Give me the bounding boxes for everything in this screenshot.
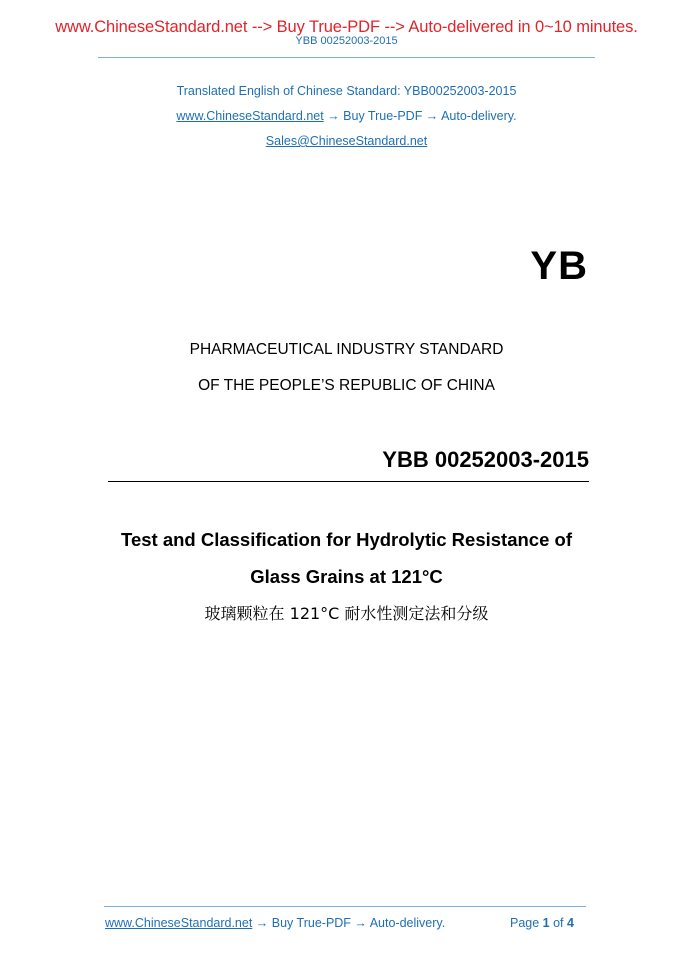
header-standard-code: YBB 00252003-2015: [295, 35, 398, 47]
page-total: 4: [567, 916, 574, 930]
page-label: Page: [510, 916, 543, 930]
of-label: of: [549, 916, 567, 930]
document-title-line-2: Glass Grains at 121°C: [250, 566, 443, 587]
standard-category-mark: YB: [530, 244, 588, 288]
top-banner[interactable]: www.ChineseStandard.net --> Buy True-PDF --> Auto-delivered in 0~10 minutes.: [55, 18, 638, 36]
document-title-chinese: 玻璃颗粒在 121°C 耐水性测定法和分级: [204, 604, 489, 623]
translated-notice: Translated English of Chinese Standard: YBB00252003-2015: [176, 84, 517, 98]
sales-email-link[interactable]: Sales@ChineseStandard.net: [265, 134, 428, 148]
industry-standard-line-2: OF THE PEOPLE’S REPUBLIC OF CHINA: [198, 377, 495, 394]
footer-site-link[interactable]: www.ChineseStandard.net: [105, 916, 253, 930]
page-indicator: [510, 916, 574, 930]
standard-number: YBB 00252003-2015: [382, 447, 589, 472]
buy-line: [0, 109, 693, 123]
page-number: 1: [542, 916, 550, 930]
buy-text: → Buy True-PDF → Auto-delivery.: [323, 109, 517, 123]
footer-buy-text: → Buy True-PDF → Auto-delivery.: [252, 916, 446, 930]
footer-buy-line: [105, 916, 445, 930]
site-link[interactable]: www.ChineseStandard.net: [176, 109, 324, 123]
industry-standard-line-1: PHARMACEUTICAL INDUSTRY STANDARD: [189, 341, 504, 358]
document-title-line-1: Test and Classification for Hydrolytic Resistance of: [121, 529, 572, 550]
standard-number-rule: [108, 481, 589, 482]
header-divider: [98, 57, 595, 58]
sales-line: [0, 134, 693, 148]
footer-divider: [104, 906, 586, 907]
